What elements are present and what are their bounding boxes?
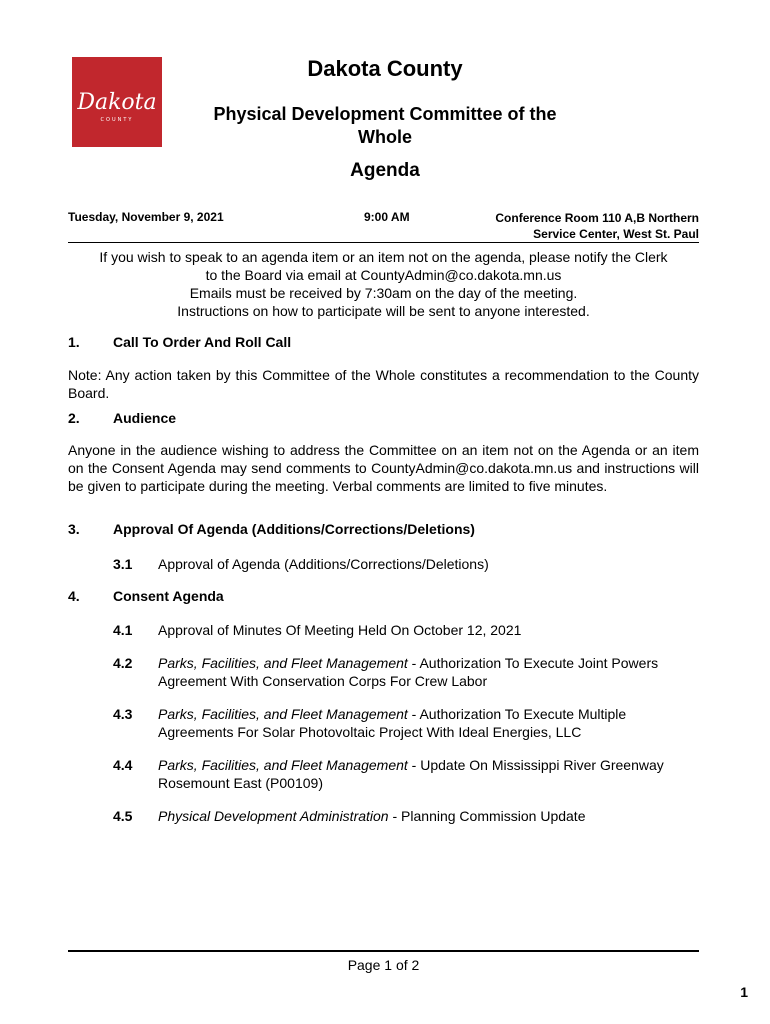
item-separator: - xyxy=(407,655,420,671)
item-title: Authorization To Execute Multiple Agreements For Solar Photovoltaic Project With Ideal Energies, LLC xyxy=(158,706,627,740)
section-label: Consent Agenda xyxy=(113,588,224,604)
agenda-item xyxy=(113,555,699,573)
item-title: Planning Commission Update xyxy=(401,808,586,824)
item-title: Authorization To Execute Joint Powers Agreement With Conservation Corps For Crew Labor xyxy=(158,655,659,689)
item-number: 4.3 xyxy=(113,706,133,722)
item-separator: - xyxy=(407,706,420,722)
item-title: Approval of Agenda (Additions/Corrections/Deletions) xyxy=(158,556,489,572)
org-name: Dakota County xyxy=(307,56,463,81)
committee-name xyxy=(160,103,610,149)
document-title: Agenda xyxy=(350,160,420,181)
dakota-county-logo xyxy=(72,57,162,147)
logo-wordmark xyxy=(72,57,162,147)
footer-divider xyxy=(68,950,699,952)
notice-line-2: to the Board via email at CountyAdmin@co.dakota.mn.us xyxy=(205,267,562,283)
item-number: 4.5 xyxy=(113,808,133,824)
logo-text: Dakota xyxy=(77,90,157,115)
item-number: 3.1 xyxy=(113,556,133,572)
item-separator: - xyxy=(407,757,421,773)
section-label: Call To Order And Roll Call xyxy=(113,334,292,350)
section-number: 2. xyxy=(68,410,80,426)
agenda-item xyxy=(113,756,699,792)
section-number: 4. xyxy=(68,588,80,604)
notice-line-3: Emails must be received by 7:30am on the day of the meeting. xyxy=(189,285,578,301)
item-department: Physical Development Administration xyxy=(158,808,389,824)
item-text xyxy=(158,807,699,825)
item-separator: - xyxy=(388,808,402,824)
page-footer: Page 1 of 2 xyxy=(347,957,420,973)
item-text xyxy=(158,705,699,741)
item-department: Parks, Facilities, and Fleet Management xyxy=(158,757,408,773)
logo-subtext: COUNTY xyxy=(100,117,134,123)
audience-paragraph: Anyone in the audience wishing to address the Committee on an item not on the Agenda or an item on the Consent Agenda may send comments to CountyAdmin@co.dakota.mn.us and instructions will be given to participate during the meeting. Verbal comments are limited to five minutes. xyxy=(68,442,699,494)
item-number: 4.4 xyxy=(113,757,133,773)
agenda-item xyxy=(113,654,699,690)
notice-line-4: Instructions on how to participate will be sent to anyone interested. xyxy=(177,303,590,319)
location-line-2: Service Center, West St. Paul xyxy=(533,227,699,241)
item-text xyxy=(158,555,699,573)
notice-line-1: If you wish to speak to an agenda item or an item not on the agenda, please notify the Clerk xyxy=(99,249,668,265)
section-label: Audience xyxy=(113,410,177,426)
committee-line-2: Whole xyxy=(358,127,412,147)
meeting-date: Tuesday, November 9, 2021 xyxy=(68,210,224,224)
item-text xyxy=(158,756,699,792)
meeting-location xyxy=(439,210,699,242)
item-title: Update On Mississippi River Greenway Rosemount East (P00109) xyxy=(158,757,664,791)
meeting-time: 9:00 AM xyxy=(364,210,410,224)
agenda-item xyxy=(113,705,699,741)
page-number: 1 xyxy=(740,984,748,1000)
location-line-1: Conference Room 110 A,B Northern xyxy=(495,211,699,225)
item-number: 4.2 xyxy=(113,655,133,671)
item-title: Approval of Minutes Of Meeting Held On October 12, 2021 xyxy=(158,622,522,638)
agenda-item xyxy=(113,807,699,825)
item-number: 4.1 xyxy=(113,622,133,638)
participation-notice xyxy=(68,248,699,320)
committee-line-1: Physical Development Committee of the xyxy=(213,104,557,124)
section-label: Approval Of Agenda (Additions/Corrections/Deletions) xyxy=(113,521,475,537)
section-number: 3. xyxy=(68,521,80,537)
item-department: Parks, Facilities, and Fleet Management xyxy=(158,706,408,722)
section-number: 1. xyxy=(68,334,80,350)
committee-note: Note: Any action taken by this Committee of the Whole constitutes a recommendation to the County Board. xyxy=(68,367,699,401)
header-divider xyxy=(68,242,699,243)
agenda-item xyxy=(113,621,699,639)
item-text xyxy=(158,621,699,639)
item-department: Parks, Facilities, and Fleet Management xyxy=(158,655,408,671)
item-text xyxy=(158,654,699,690)
